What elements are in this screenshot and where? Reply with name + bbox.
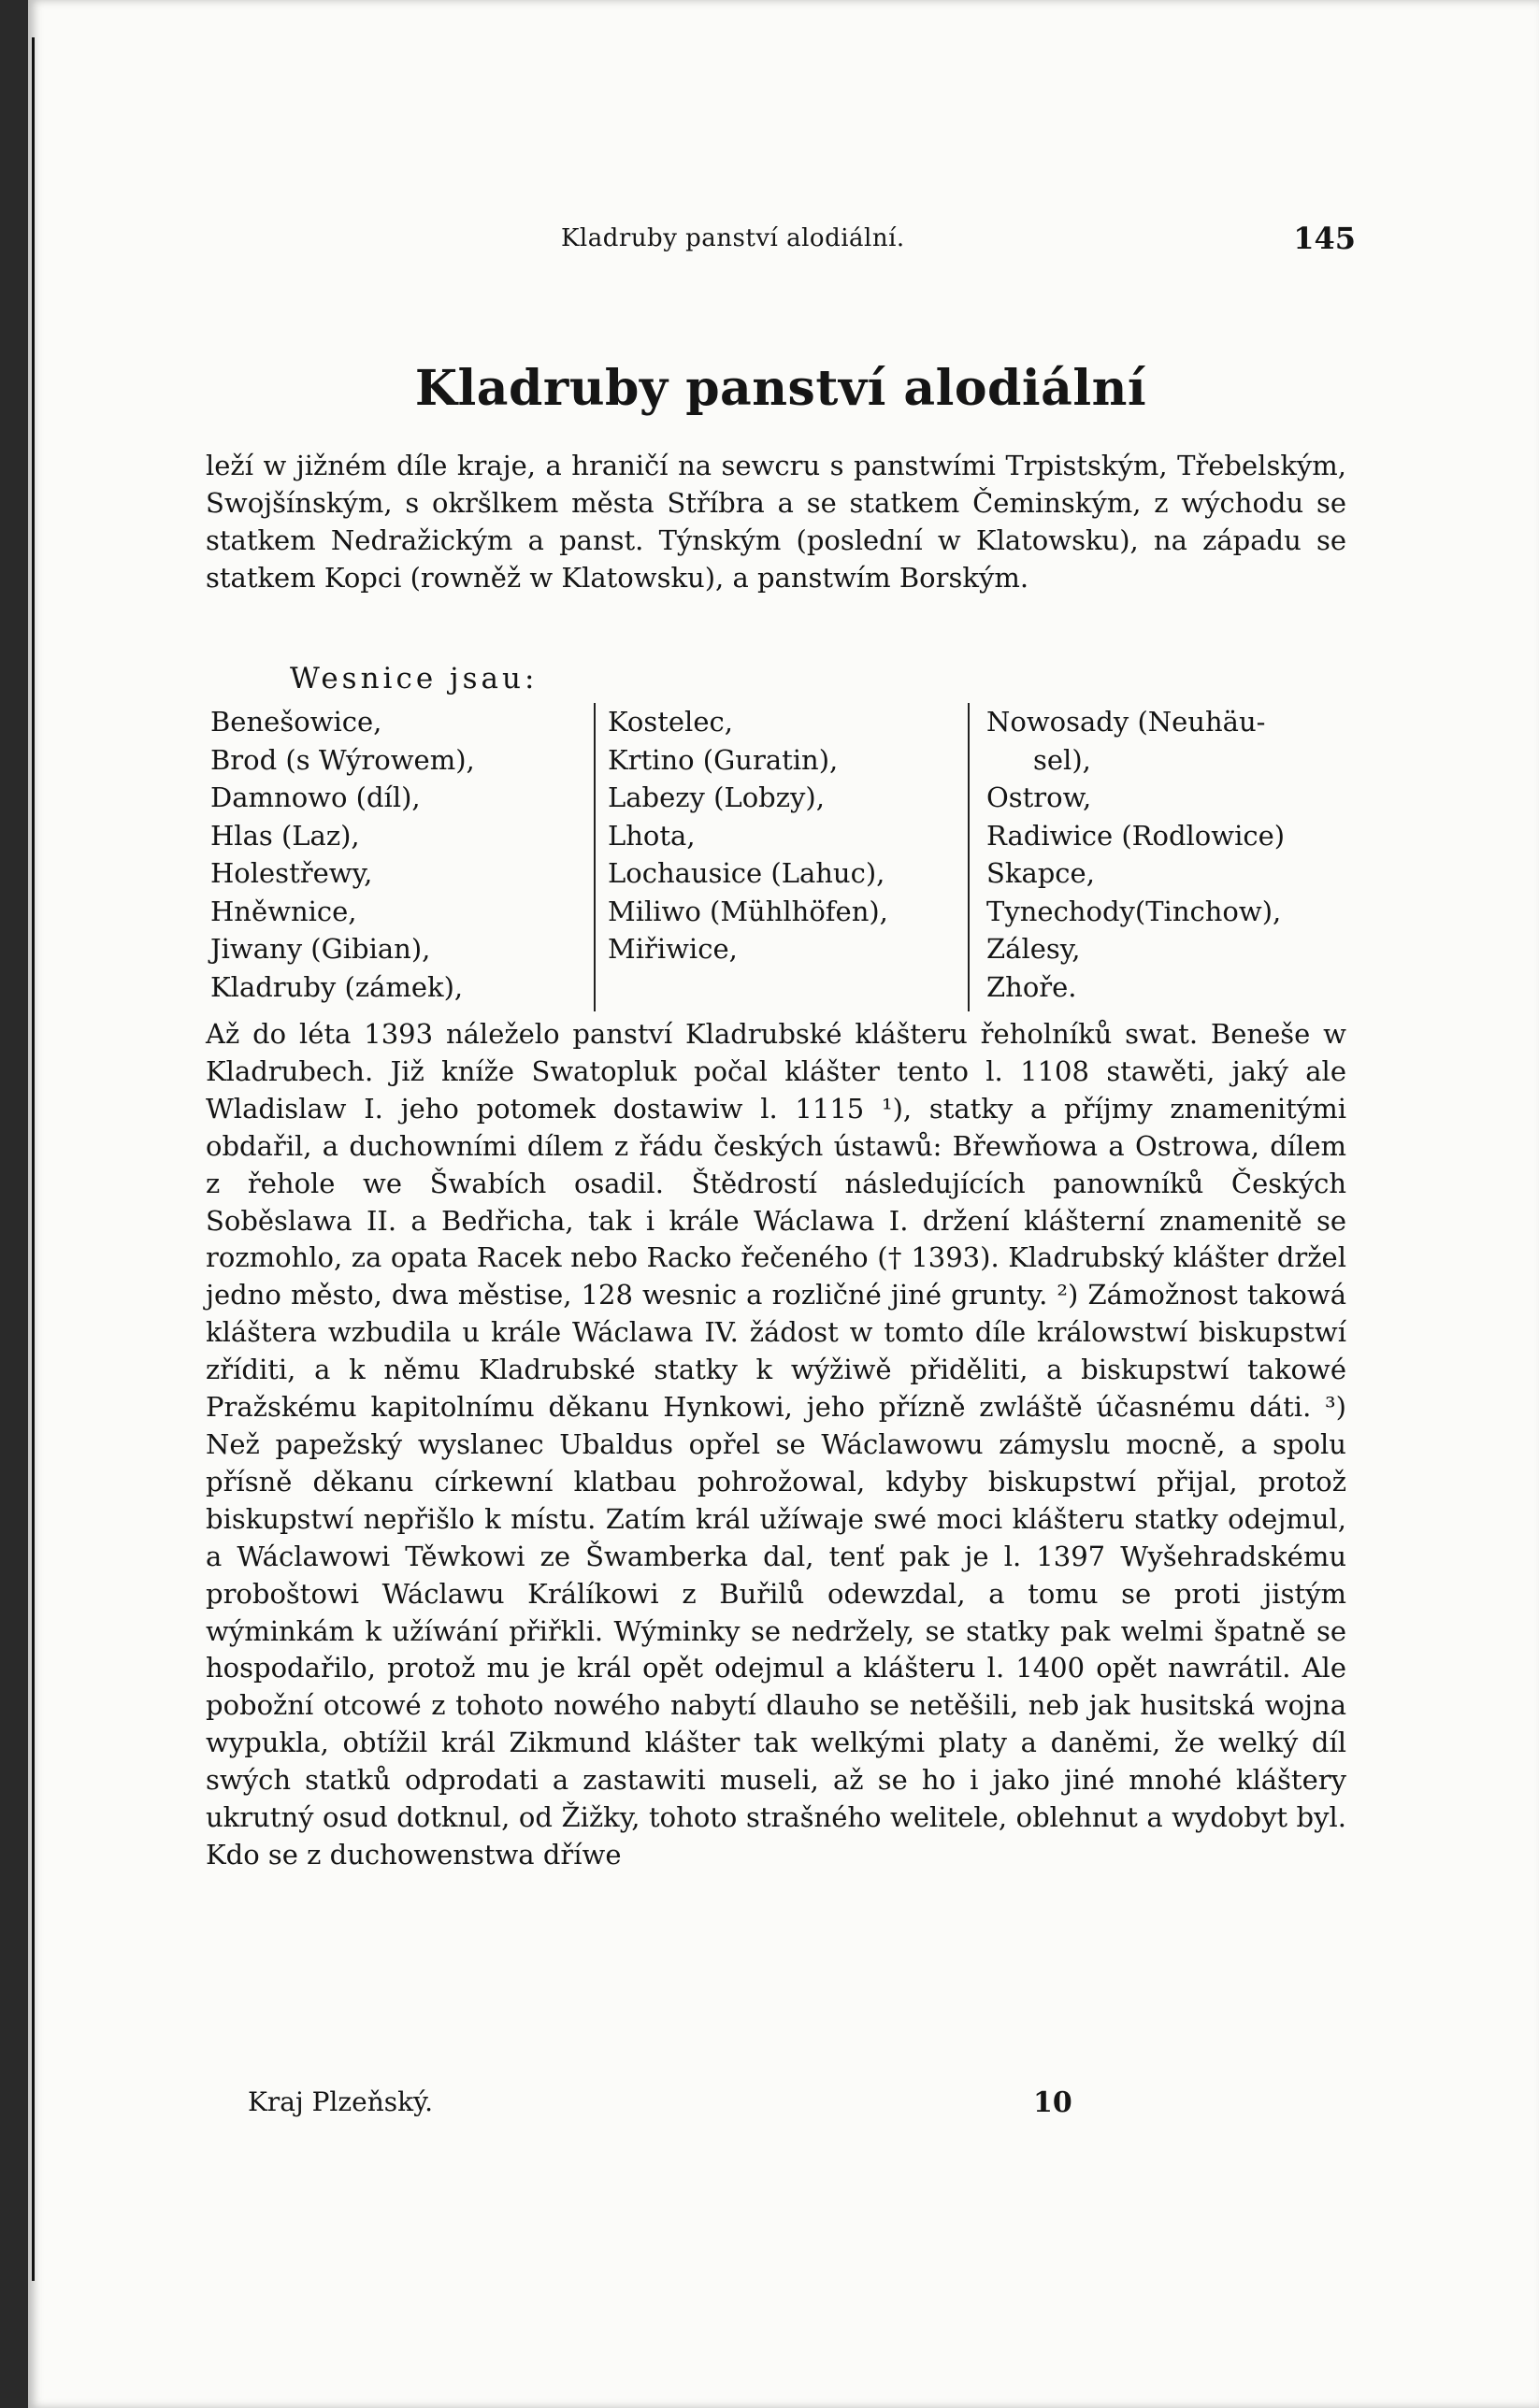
village-entry: Benešowice, (210, 706, 382, 738)
column-divider (968, 703, 970, 1011)
page-title: Kladruby panství alodiální (414, 360, 1147, 417)
page-footer (248, 2086, 1089, 2124)
village-entry: Zhoře. (986, 970, 1077, 1003)
village-entry: Radiwice (Rodlowice) (986, 819, 1286, 852)
village-entry: Skapce, (986, 857, 1095, 889)
book-page (28, 0, 1539, 2408)
village-entry: Tynechody(Tinchow), (986, 895, 1282, 927)
village-entry: Miliwo (Mühlhöfen), (608, 895, 888, 927)
running-title: Kladruby panství alodiální. (561, 224, 905, 252)
village-entry: Nowosady (Neuhäu- (986, 706, 1266, 738)
running-head (561, 221, 1356, 262)
villages-column-3 (986, 703, 1351, 1006)
villages-column-1 (210, 703, 566, 1006)
village-entry: Lhota, (608, 819, 696, 852)
village-entry: Brod (s Wýrowem), (210, 743, 475, 776)
binding-edge (32, 37, 35, 2281)
village-entry: Kladruby (zámek), (210, 970, 464, 1003)
village-entry: sel), (1033, 743, 1091, 776)
villages-list (210, 703, 1351, 1011)
village-entry: Jiwany (Gibian), (210, 933, 431, 965)
history-paragraph: Až do léta 1393 náleželo panství Kladrubské klášteru řeholníků swat. Beneše w Kladrubech. Již kníže Swatopluk počal klášter tento l. 1108 stawěti, jaký ale Wladislaw I. jeho potomek dostawiw l. 1115 ¹), statky a příjmy znamenitými obdařil, a duchowními dílem z řádu českých ústawů: Břewňowa a Ostrowa, dílem z řehole we Šwabích osadil. Štědrostí následujících panowníků Českých Soběslawa II. a Bedřicha, tak i krále Wáclawa I. držení klášterní znamenitě se rozmohlo, za opata Racek nebo Racko řečeného († 1393). Kladrubský klášter držel jedno město, dwa městise, 128 wesnic a rozličné jiné grunty. ²) Zámožnost takowá kláštera wzbudila u krále Wáclawa IV. žádost w tomto díle králowstwí biskupstwí zříditi, a k němu Kladrubské statky k wýžiwě přiděliti, a biskupstwí takowé Pražskému kapitolnímu děkanu Hynkowi, jeho přízně zwláště účasnému dáti. ³) Než papežský wyslanec Ubaldus opřel se Wáclawowu zámyslu mocně, a spolu přísně děkanu církewní klatbau pohrožowal, kdyby biskupstwí přijal, protož biskupstwí nepřišlo k místu. Zatím král užíwaje swé moci klášteru statky odejmul, a Wáclawowi Těwkowi ze Šwamberka dal, tenť pak je l. 1397 Wyšehradskému proboštowi Wáclawu Králíkowi z Buřilů odewzdal, a tomu se proti jistým wýminkám k užíwání přiřkli. Wýminky se nedržely, se statky pak welmi špatně se hospodařilo, protož mu je král opět odejmul a klášteru l. 1400 opět nawrátil. Ale pobožní otcowé z tohoto nowého nabytí dlauho se netěšili, neb jak husitská wojna wypukla, obtížil král Zikmund klášter tak welkými platy a daněmi, že welký díl swých statků odprodati a zastawiti museli, až se ho i jako jiné mnohé kláštery ukrutný osud dotknul, od Žižky, tohoto strašného welitele, oblehnut a wydobyt byl. Kdo se z duchowenstwa dříwe (206, 1018, 1346, 1870)
village-entry: Holestřewy, (210, 857, 373, 889)
village-entry: Ostrow, (986, 781, 1092, 813)
village-entry: Lochausice (Lahuc), (608, 857, 885, 889)
footer-region: Kraj Plzeňský. (248, 2086, 434, 2117)
village-entry: Kostelec, (608, 706, 733, 738)
village-entry: Zálesy, (986, 933, 1081, 965)
village-entry: Labezy (Lobzy), (608, 781, 825, 813)
villages-heading: Wesnice jsau: (290, 662, 539, 695)
page-number: 145 (1293, 221, 1356, 256)
village-entry: Krtino (Guratin), (608, 743, 839, 776)
village-entry: Miřiwice, (608, 933, 738, 965)
village-entry: Hlas (Laz), (210, 819, 360, 852)
column-divider (594, 703, 596, 1011)
intro-paragraph: leží w jižném díle kraje, a hraničí na sewcru s panstwími Trpistským, Třebelským, Swojšínským, s okršlkem města Stříbra a se statkem Čeminským, z wýchodu se statkem Nedražickým a panst. Týnským (poslední w Klatowsku), na západu se statkem Kopci (rowněž w Klatowsku), a panstwím Borským. (206, 450, 1346, 594)
village-entry: Damnowo (díl), (210, 781, 421, 813)
villages-column-2 (608, 703, 972, 968)
signature-mark: 10 (1033, 2086, 1072, 2119)
village-entry: Hněwnice, (210, 895, 357, 927)
